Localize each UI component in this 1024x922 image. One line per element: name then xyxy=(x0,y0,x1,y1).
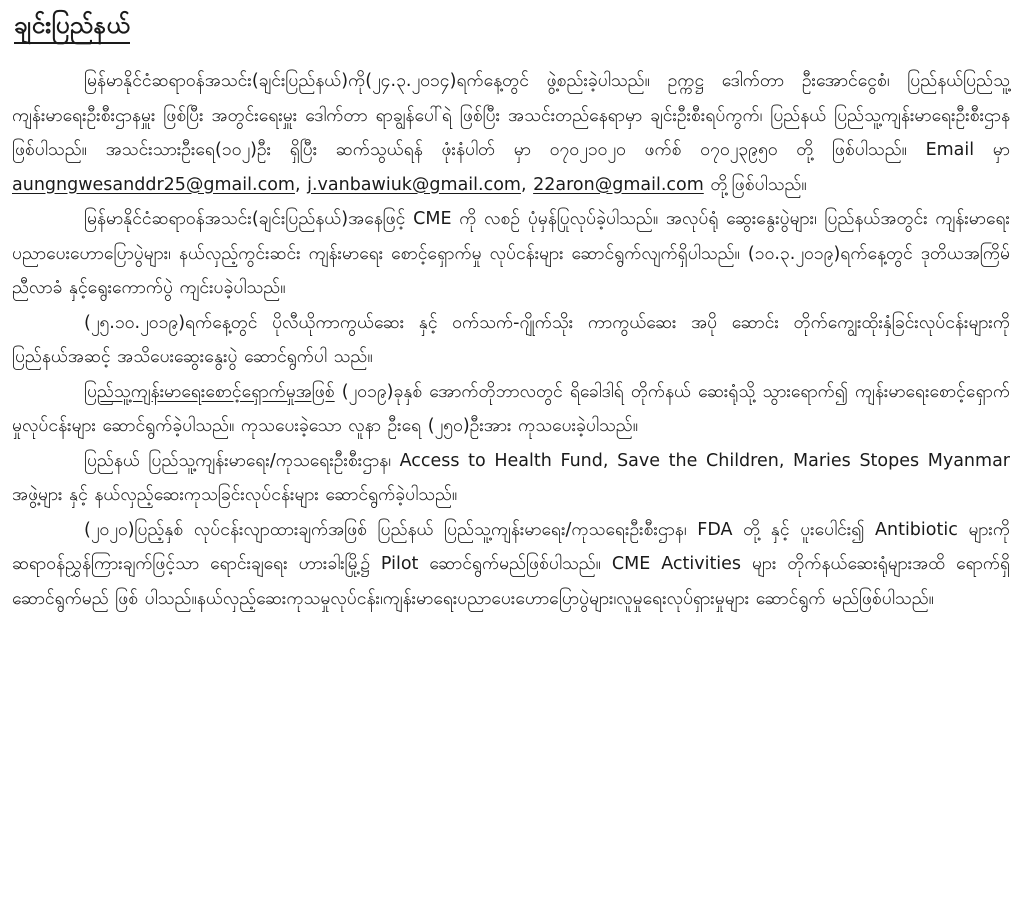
document-body xyxy=(12,64,1010,616)
paragraph-1 xyxy=(12,64,1010,202)
paragraph-text: (၂၀၁၉)ခုနှစ် အောက်တိုဘာလတွင် ရိခေါဒါရ် တိုက်နယ် ဆေးရုံသို့ သွားရောက်၍ ကျန်းမာရေးစောင့်ရှောက်မှုလုပ်ငန်းများ ဆောင်ရွက်ခဲ့ပါသည်။ ကုသပေးခဲ့သော လူနာ ဦးရေ (၂၅၀)ဦးအား ကုသပေးခဲ့ပါသည်။ xyxy=(12,381,1010,436)
paragraph-text: ပြည်နယ် ပြည်သူ့ကျန်းမာရေး/ကုသရေးဦးစီးဌာန၊ Access to Health Fund, Save the Children, Maries Stopes Myanmar အဖွဲ့များ နှင့် နယ်လှည့်ဆေးကုသခြင်းလုပ်ငန်းများ ဆောင်ရွက်ခဲ့ပါသည်။ xyxy=(12,450,1010,505)
paragraph-5 xyxy=(12,444,1010,513)
document-heading: ချင်းပြည်နယ် xyxy=(14,8,130,44)
paragraph-text: (၂၀၂၀)ပြည့်နှစ် လုပ်ငန်းလျာထားချက်အဖြစ် ပြည်နယ် ပြည်သူ့ကျန်းမာရေး/ကုသရေးဦးစီးဌာန၊ FDA တို့ နှင့် ပူးပေါင်း၍ Antibiotic များကို ဆရာဝန်ညွှန်ကြားချက်ဖြင့်သာ ရောင်းချရေး ဟားခါးမြို့၌ Pilot ဆောင်ရွက်မည်ဖြစ်ပါသည်။ CME Activities များ တိုက်နယ်ဆေးရုံများအထိ ရောက်ရှိဆောင်ရွက်မည် ဖြစ် ပါသည်။နယ်လှည့်ဆေးကုသမှုလုပ်ငန်း၊ကျန်းမာရေးပညာပေးဟောပြောပွဲများ၊လူမှုရေးလုပ်ရှားမှုများ ဆောင်ရွက် မည်ဖြစ်ပါသည်။ xyxy=(12,519,1010,609)
paragraph-text: မြန်မာနိုင်ငံဆရာဝန်အသင်း(ချင်းပြည်နယ်)ကို(၂၄.၃.၂၀၁၄)ရက်နေ့တွင် ဖွဲ့စည်းခဲ့ပါသည်။ ဥက္ကဋ္ဌ ဒေါက်တာ ဦးအောင်ငွေစံ၊ ပြည်နယ်ပြည်သူ့ကျန်းမာရေးဦးစီးဌာနမှူး ဖြစ်ပြီး အတွင်းရေးမှူး ဒေါက်တာ ရာချွန်ပေါ်ရဲ ဖြစ်ပြီး အသင်းတည်နေရာမှာ ချင်းဦးစီးရပ်ကွက်၊ ပြည်နယ် ပြည်သူ့ကျန်းမာရေးဦးစီးဌာန ဖြစ်ပါသည်။ အသင်းသားဦးရေ(၁၀၂)ဦး ရှိပြီး ဆက်သွယ်ရန် ဖုံးနံပါတ် မှာ ၀၇၀၂၁၀၂၀ ဖက်စ် ၀၇၀၂၃၉၅၀ တို့ ဖြစ်ပါသည်။ Email မှာ xyxy=(12,71,1010,160)
paragraph-text: မြန်မာနိုင်ငံဆရာဝန်အသင်း(ချင်းပြည်နယ်)အနေဖြင့် CME ကို လစဉ် ပုံမှန်ပြုလုပ်ခဲ့ပါသည်။ အလုပ်ရုံ ဆွေးနွေးပွဲများ၊ ပြည်နယ်အတွင်း ကျန်းမာရေးပညာပေးဟောပြောပွဲများ၊ နယ်လှည့်ကွင်းဆင်း ကျန်းမာရေး စောင့်ရှောက်မှု လုပ်ငန်းများ ဆောင်ရွက်လျက်ရှိပါသည်။ (၁၀.၃.၂၀၁၉)ရက်နေ့တွင် ဒုတိယအကြိမ်ညီလာခံ နှင့်ရွေးကောက်ပွဲ ကျင်းပခဲ့ပါသည်။ xyxy=(12,209,1010,298)
email-link[interactable]: j.vanbawiuk@gmail.com xyxy=(307,174,521,195)
paragraph-2 xyxy=(12,202,1010,306)
paragraph-text: တို့ဖြစ်ပါသည်။ xyxy=(703,174,807,195)
email-link[interactable]: 22aron@gmail.com xyxy=(533,174,704,195)
paragraph-text: , xyxy=(294,174,308,195)
paragraph-text: (၂၅.၁၀.၂၀၁၉)ရက်နေ့တွင် ပိုလီယိုကာကွယ်ဆေး နှင့် ဝက်သက်-ဂျိုက်သိုး ကာကွယ်ဆေး အပို ဆောင်း တိုက်ကျွေးထိုးနှံခြင်းလုပ်ငန်းများကို ပြည်နယ်အဆင့် အသိပေးဆွေးနွေးပွဲ ဆောင်ရွက်ပါ သည်။ xyxy=(12,312,1010,367)
paragraph-4 xyxy=(12,375,1010,444)
email-link[interactable]: aungngwesanddr25@gmail.com xyxy=(12,174,295,195)
underlined-lead-text: ပြည်သူ့ကျန်းမာရေးစောင့်ရှောက်မှုအဖြစ် xyxy=(84,381,335,402)
paragraph-text: , xyxy=(520,174,534,195)
paragraph-3 xyxy=(12,306,1010,375)
paragraph-6 xyxy=(12,513,1010,617)
